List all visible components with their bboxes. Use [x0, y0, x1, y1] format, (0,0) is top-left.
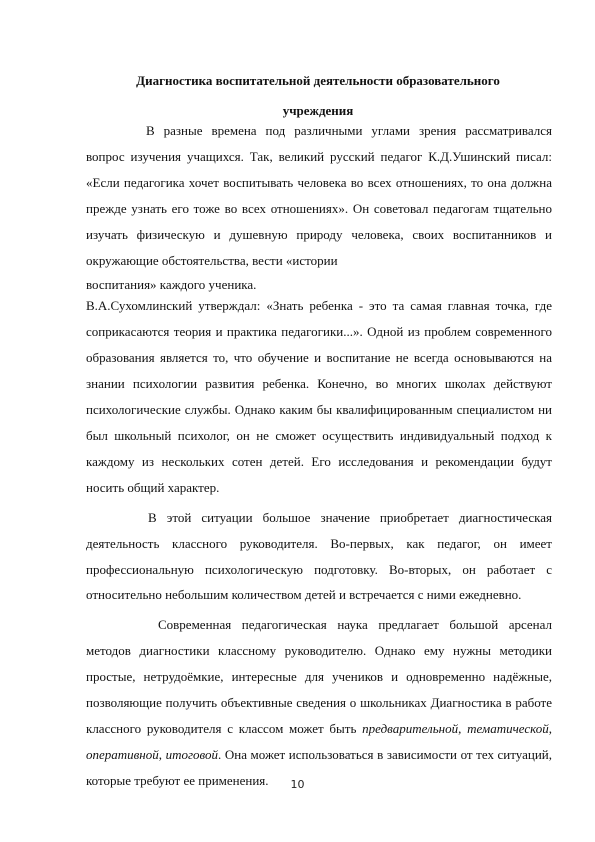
- page-number: 10: [290, 778, 305, 791]
- paragraph-ushinsky-end: воспитания» каждого ученика.: [86, 277, 257, 293]
- separator: ,: [548, 720, 552, 736]
- term-preliminary: предварительной: [362, 720, 459, 736]
- document-body: [86, 118, 552, 794]
- term-thematic: тематической: [467, 720, 549, 736]
- diagnostics-text-start: Современная педагогическая наука предлагает большой арсенал методов диагностики классному руководителю. Однако ему нужны методики простые, нетрудоёмкие, интересные для учеников и одновременно надёжные, позволяющие получить объективные сведения о школьниках Диагностика в работе классного руководителя с классом может быть: [86, 617, 552, 736]
- paragraph-sukhomlinsky: В.А.Сухомлинский утверждал: «Знать ребенка - это та самая главная точка, где соприкасаются теория и практика педагогики...». Одной из проблем современного образования является то, что обучение и воспитание не всегда основываются на знании психологии развития ребенка. Конечно, во многих школах действуют психологические службы. Однако каким бы квалифицированным специалистом ни был школьный психолог, он не сможет осуществить индивидуальный подход к каждому из нескольких сотен детей. Его исследования и рекомендации будут носить общий характер.: [86, 298, 552, 495]
- diagnostics-text-end: . Она может использоваться в зависимости от тех ситуаций, которые требуют ее применения.: [86, 746, 552, 788]
- paragraph-ushinsky-text: В разные времена под различными углами зрения рассматривался вопрос изучения учащихся. Так, великий русский педагог К.Д.Ушинский писал: «Если педагогика хочет воспитывать человека во всех отношениях, то она должна прежде узнать его тоже во всех отношениях». Он советовал педагогам тщательно изучать физическую и душевную природу человека, своих воспитанников и окружающие обстоятельства, вести «истории: [86, 123, 552, 268]
- paragraph-ushinsky: [86, 118, 552, 273]
- separator: ,: [158, 746, 166, 762]
- term-operative: оперативной: [86, 746, 159, 762]
- separator: ,: [458, 720, 468, 736]
- paragraph-diagnostics-types: [86, 612, 552, 793]
- paragraph-class-teacher: В этой ситуации большое значение приобретает диагностическая деятельность классного руководителя. Во-первых, как педагог, он имеет профессиональную психологическую подготовку. Во-вторых, он работает с относительно небольшим количеством детей и встречается с ними ежедневно.: [86, 509, 552, 603]
- document-title-line-1: Диагностика воспитательной деятельности образовательного: [136, 73, 500, 88]
- document-title-line-2: учреждения: [282, 103, 354, 118]
- term-final: итоговой: [165, 746, 219, 762]
